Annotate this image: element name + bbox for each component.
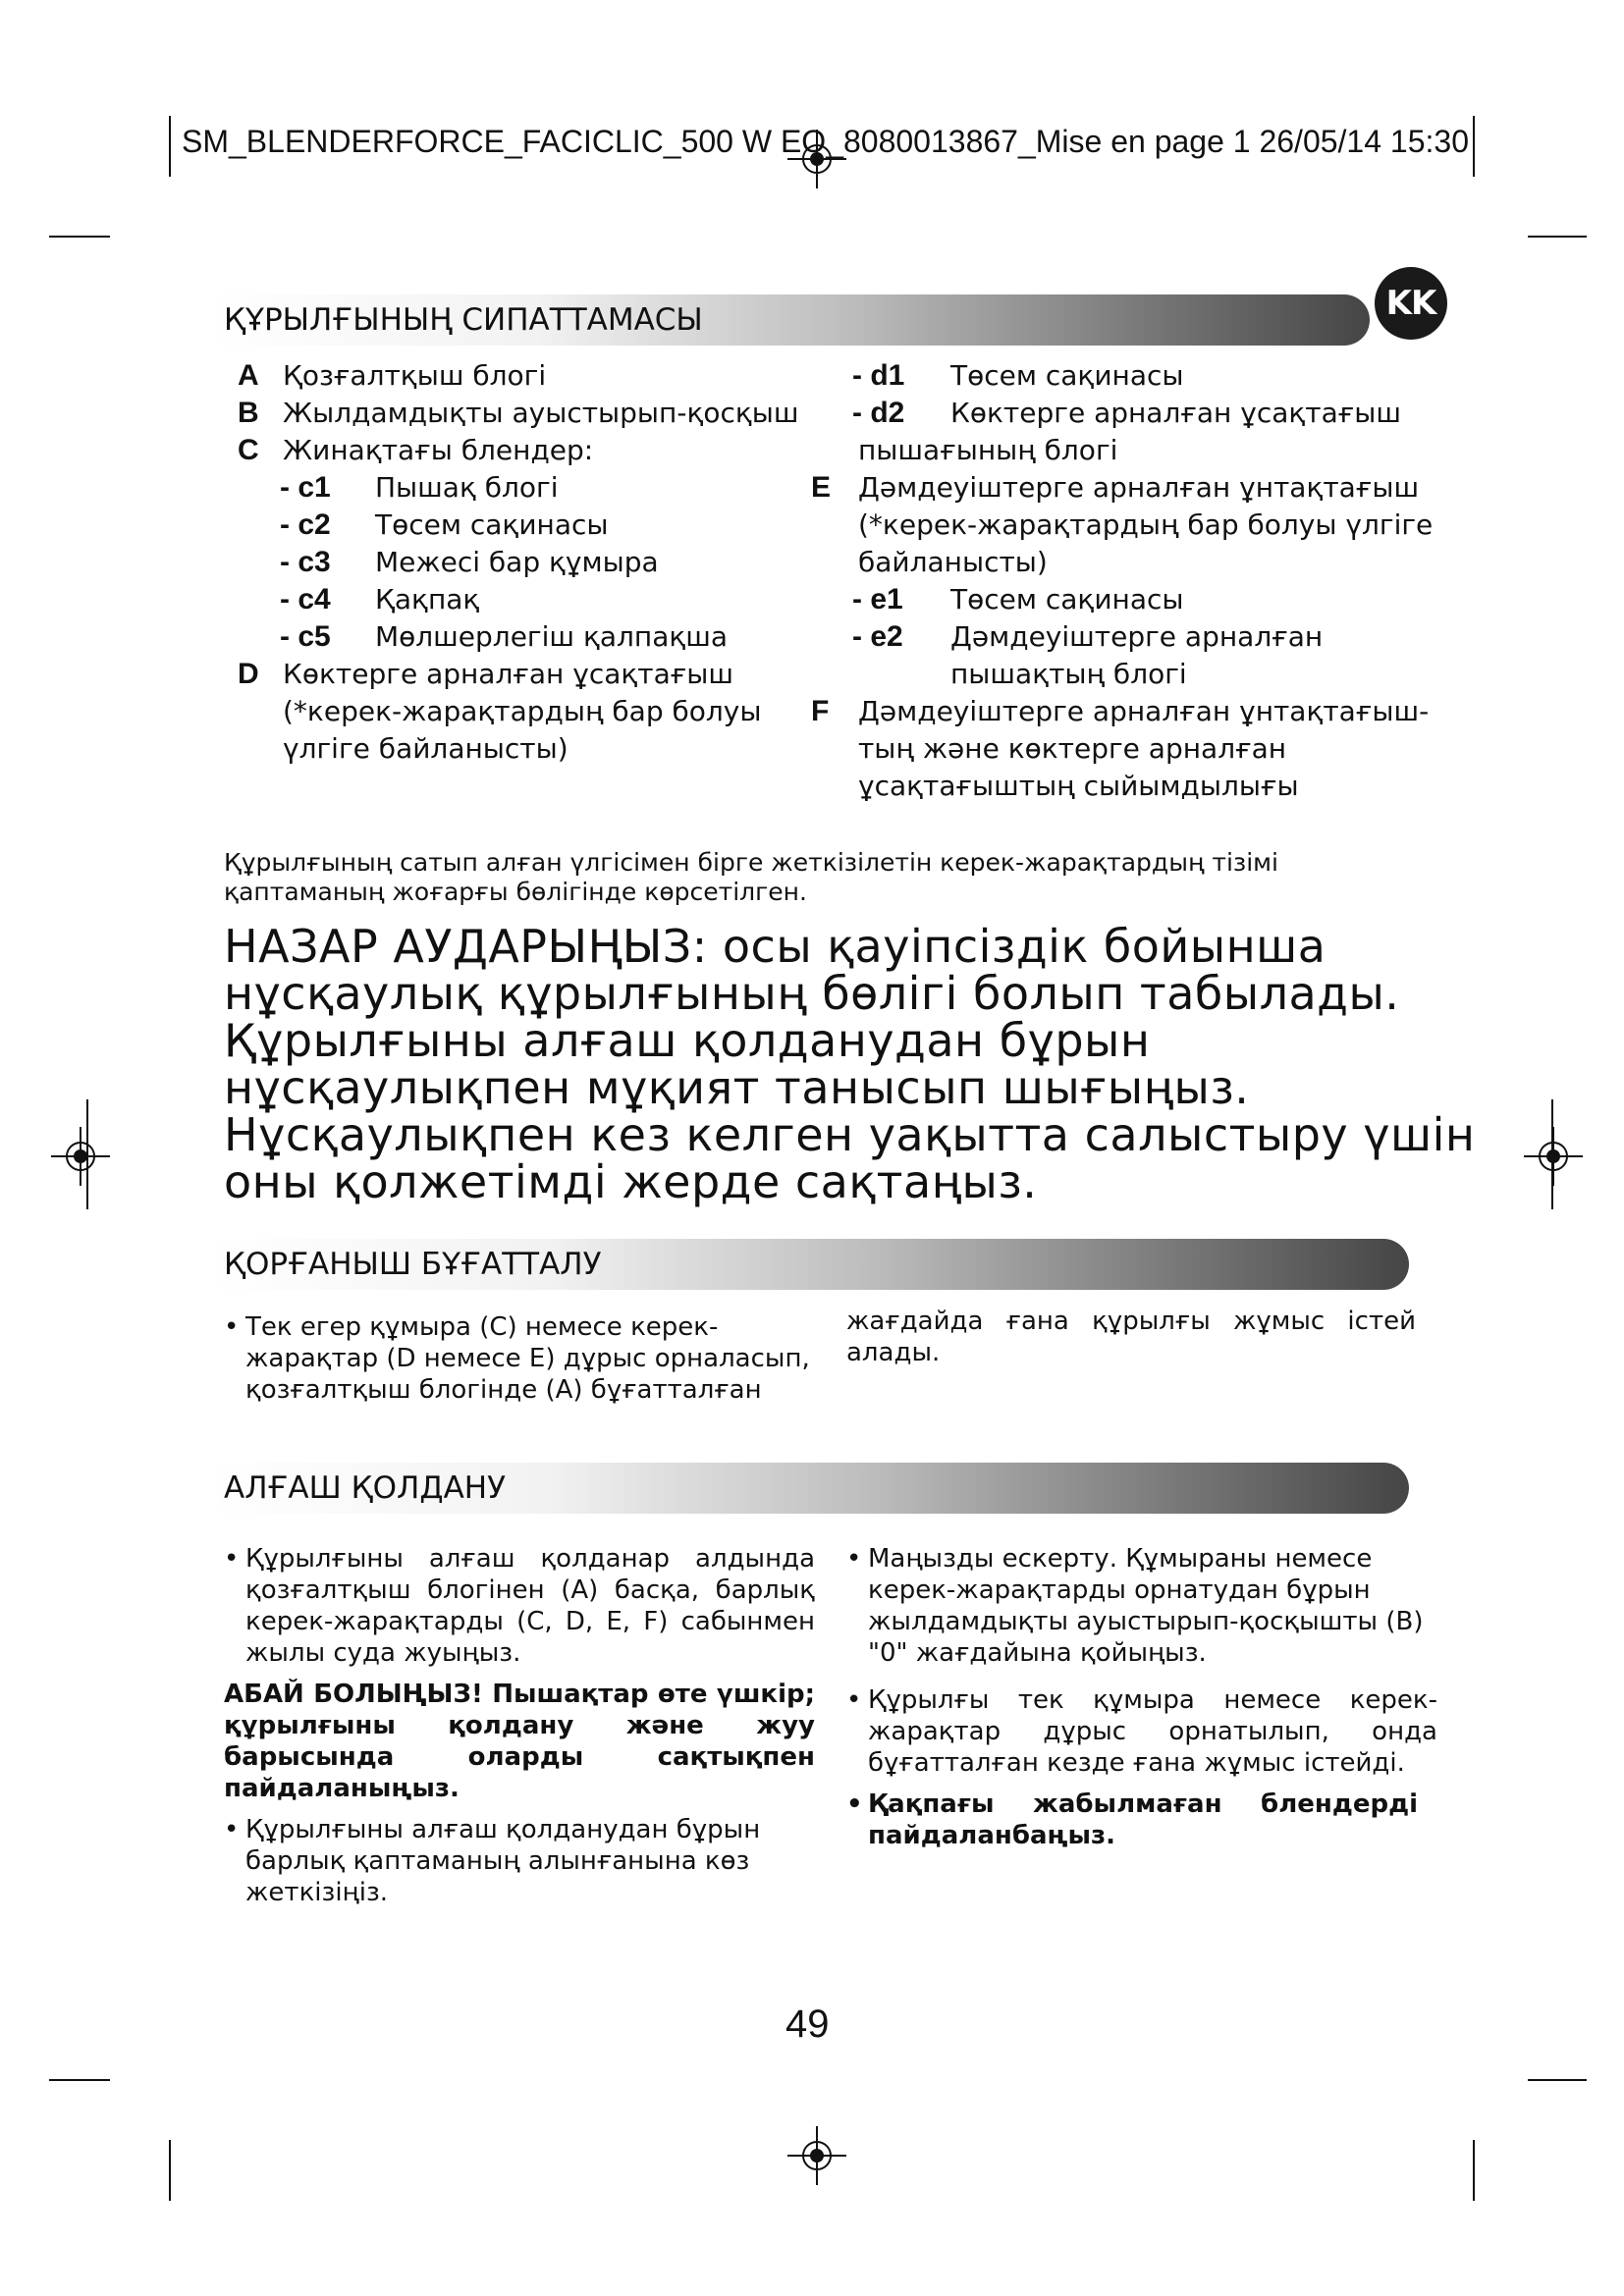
- part-label: Жылдамдықты ауыстырып-қосқыш: [283, 397, 799, 429]
- part-label: пышағының блогі: [858, 434, 1118, 466]
- print-header: SM_BLENDERFORCE_FACICLIC_500 W EO_8080013867_Mise en page 1 26/05/14 15:30: [182, 124, 1469, 159]
- part-label: Төсем сақинасы: [375, 508, 609, 541]
- part-key: F: [811, 695, 830, 727]
- language-badge: KK: [1375, 267, 1447, 340]
- part-key: B: [238, 397, 259, 429]
- part-label: байланысты): [858, 546, 1048, 578]
- accessories-note: Құрылғының сатып алған үлгісімен бірге жеткізілетін керек-жарақтардың тізімі қаптаманың жоғарғы бөлігінде көрсетілген.: [224, 848, 1278, 906]
- part-key: - c3: [280, 546, 331, 578]
- part-key: - e2: [852, 620, 903, 653]
- part-label: Мөлшерлегіш қалпақша: [375, 620, 729, 653]
- part-label: Төсем сақинасы: [950, 359, 1184, 392]
- part-label: Қақпақ: [375, 583, 480, 615]
- part-key: - d2: [852, 397, 905, 429]
- crop-mark: [1473, 2140, 1475, 2201]
- part-label: Дәмдеуіштерге арналған: [950, 620, 1324, 653]
- section-title: ҚОРҒАНЫШ БҰҒАТТАЛУ: [224, 1247, 602, 1282]
- part-key: - d1: [852, 359, 905, 392]
- list-item: • Маңызды ескерту. Құмыраны немесе керек-жарақтарды орнатудан бұрын жылдамдықты ауыстырып-қосқышты (B) "0" жағдайына қойыңыз.: [868, 1543, 1428, 1669]
- crop-mark: [169, 2140, 171, 2201]
- part-label: пышақтың блогі: [950, 658, 1187, 690]
- part-label: Төсем сақинасы: [950, 583, 1184, 615]
- part-key: A: [238, 359, 259, 392]
- part-key: C: [238, 434, 259, 466]
- part-label: үлгіге байланысты): [283, 732, 568, 765]
- crop-mark: [1473, 116, 1475, 177]
- part-key: - c4: [280, 583, 331, 615]
- part-label: (*керек-жарақтардың бар болуы: [283, 695, 762, 727]
- part-label: Пышақ блогі: [375, 471, 559, 504]
- crop-mark: [49, 2079, 110, 2081]
- list-item: • Тек егер құмыра (C) немесе керек-жарақтар (D немесе E) дұрыс орналасып, қозғалтқыш блогінде (A) бұғатталған: [245, 1311, 835, 1406]
- list-item: • Құрылғыны алғаш қолданудан бұрын барлық қаптаманың алынғанына көз жеткізіңіз.: [245, 1814, 815, 1908]
- crop-mark: [49, 236, 110, 238]
- part-key: - c1: [280, 471, 331, 504]
- part-label: Жинақтағы блендер:: [283, 434, 594, 466]
- page-number: 49: [785, 2002, 830, 2046]
- section-title: ҚҰРЫЛҒЫНЫҢ СИПАТТАМАСЫ: [224, 302, 703, 338]
- safety-warning: НАЗАР АУДАРЫҢЫЗ: осы қауіпсіздік бойынша нұсқаулық құрылғының бөлігі болып табылады. Құрылғыны алғаш қолданудан бұрын нұсқаулықпен мұқият танысып шығыңыз. Нұсқаулықпен кез келген уақытта салыстыру үшін оны қолжетімді жерде сақтаңыз.: [224, 920, 1476, 1208]
- registration-mark-icon: [787, 2126, 846, 2185]
- crop-mark: [169, 116, 171, 177]
- registration-mark-icon: [1524, 1127, 1583, 1186]
- part-label: Көктерге арналған ұсақтағыш: [950, 397, 1402, 429]
- list-item: • Құрылғыны алғаш қолданар алдында қозғалтқыш блогінен (A) басқа, барлық керек-жарақтарды (C, D, E, F) сабынмен жылы суда жуыңыз.: [245, 1543, 815, 1669]
- list-item: • Қақпағы жабылмаған блендерді пайдаланбаңыз.: [868, 1789, 1418, 1851]
- part-key: E: [811, 471, 832, 504]
- part-key: - e1: [852, 583, 903, 615]
- part-label: Дәмдеуіштерге арналған ұнтақтағыш-: [858, 695, 1430, 727]
- list-item: • Құрылғы тек құмыра немесе керек-жарақтар дұрыс орнатылып, онда бұғатталған кезде ғана жұмыс істейді.: [868, 1684, 1437, 1779]
- part-key: D: [238, 658, 259, 690]
- part-label: тың және көктерге арналған: [858, 732, 1287, 765]
- part-label: ұсақтағыштың сыйымдылығы: [858, 770, 1299, 802]
- part-label: Қозғалтқыш блогі: [283, 359, 547, 392]
- part-label: Дәмдеуіштерге арналған ұнтақтағыш: [858, 471, 1420, 504]
- part-key: - c5: [280, 620, 331, 653]
- part-label: Көктерге арналған ұсақтағыш: [283, 658, 734, 690]
- part-label: Межесі бар құмыра: [375, 546, 659, 578]
- caution-text: АБАЙ БОЛЫҢЫЗ! Пышақтар өте үшкір; құрылғыны қолдану және жуу барысында оларды сақтықпен пайдаланыңыз.: [224, 1680, 815, 1803]
- crop-mark: [1528, 2079, 1587, 2081]
- registration-mark-icon: [51, 1127, 110, 1186]
- part-label: (*керек-жарақтардың бар болуы үлгіге: [858, 508, 1434, 541]
- list-item-continued: жағдайда ғана құрылғы жұмыс істей алады.: [846, 1307, 1416, 1367]
- section-title: АЛҒАШ ҚОЛДАНУ: [224, 1470, 506, 1506]
- part-key: - c2: [280, 508, 331, 541]
- crop-mark: [1528, 236, 1587, 238]
